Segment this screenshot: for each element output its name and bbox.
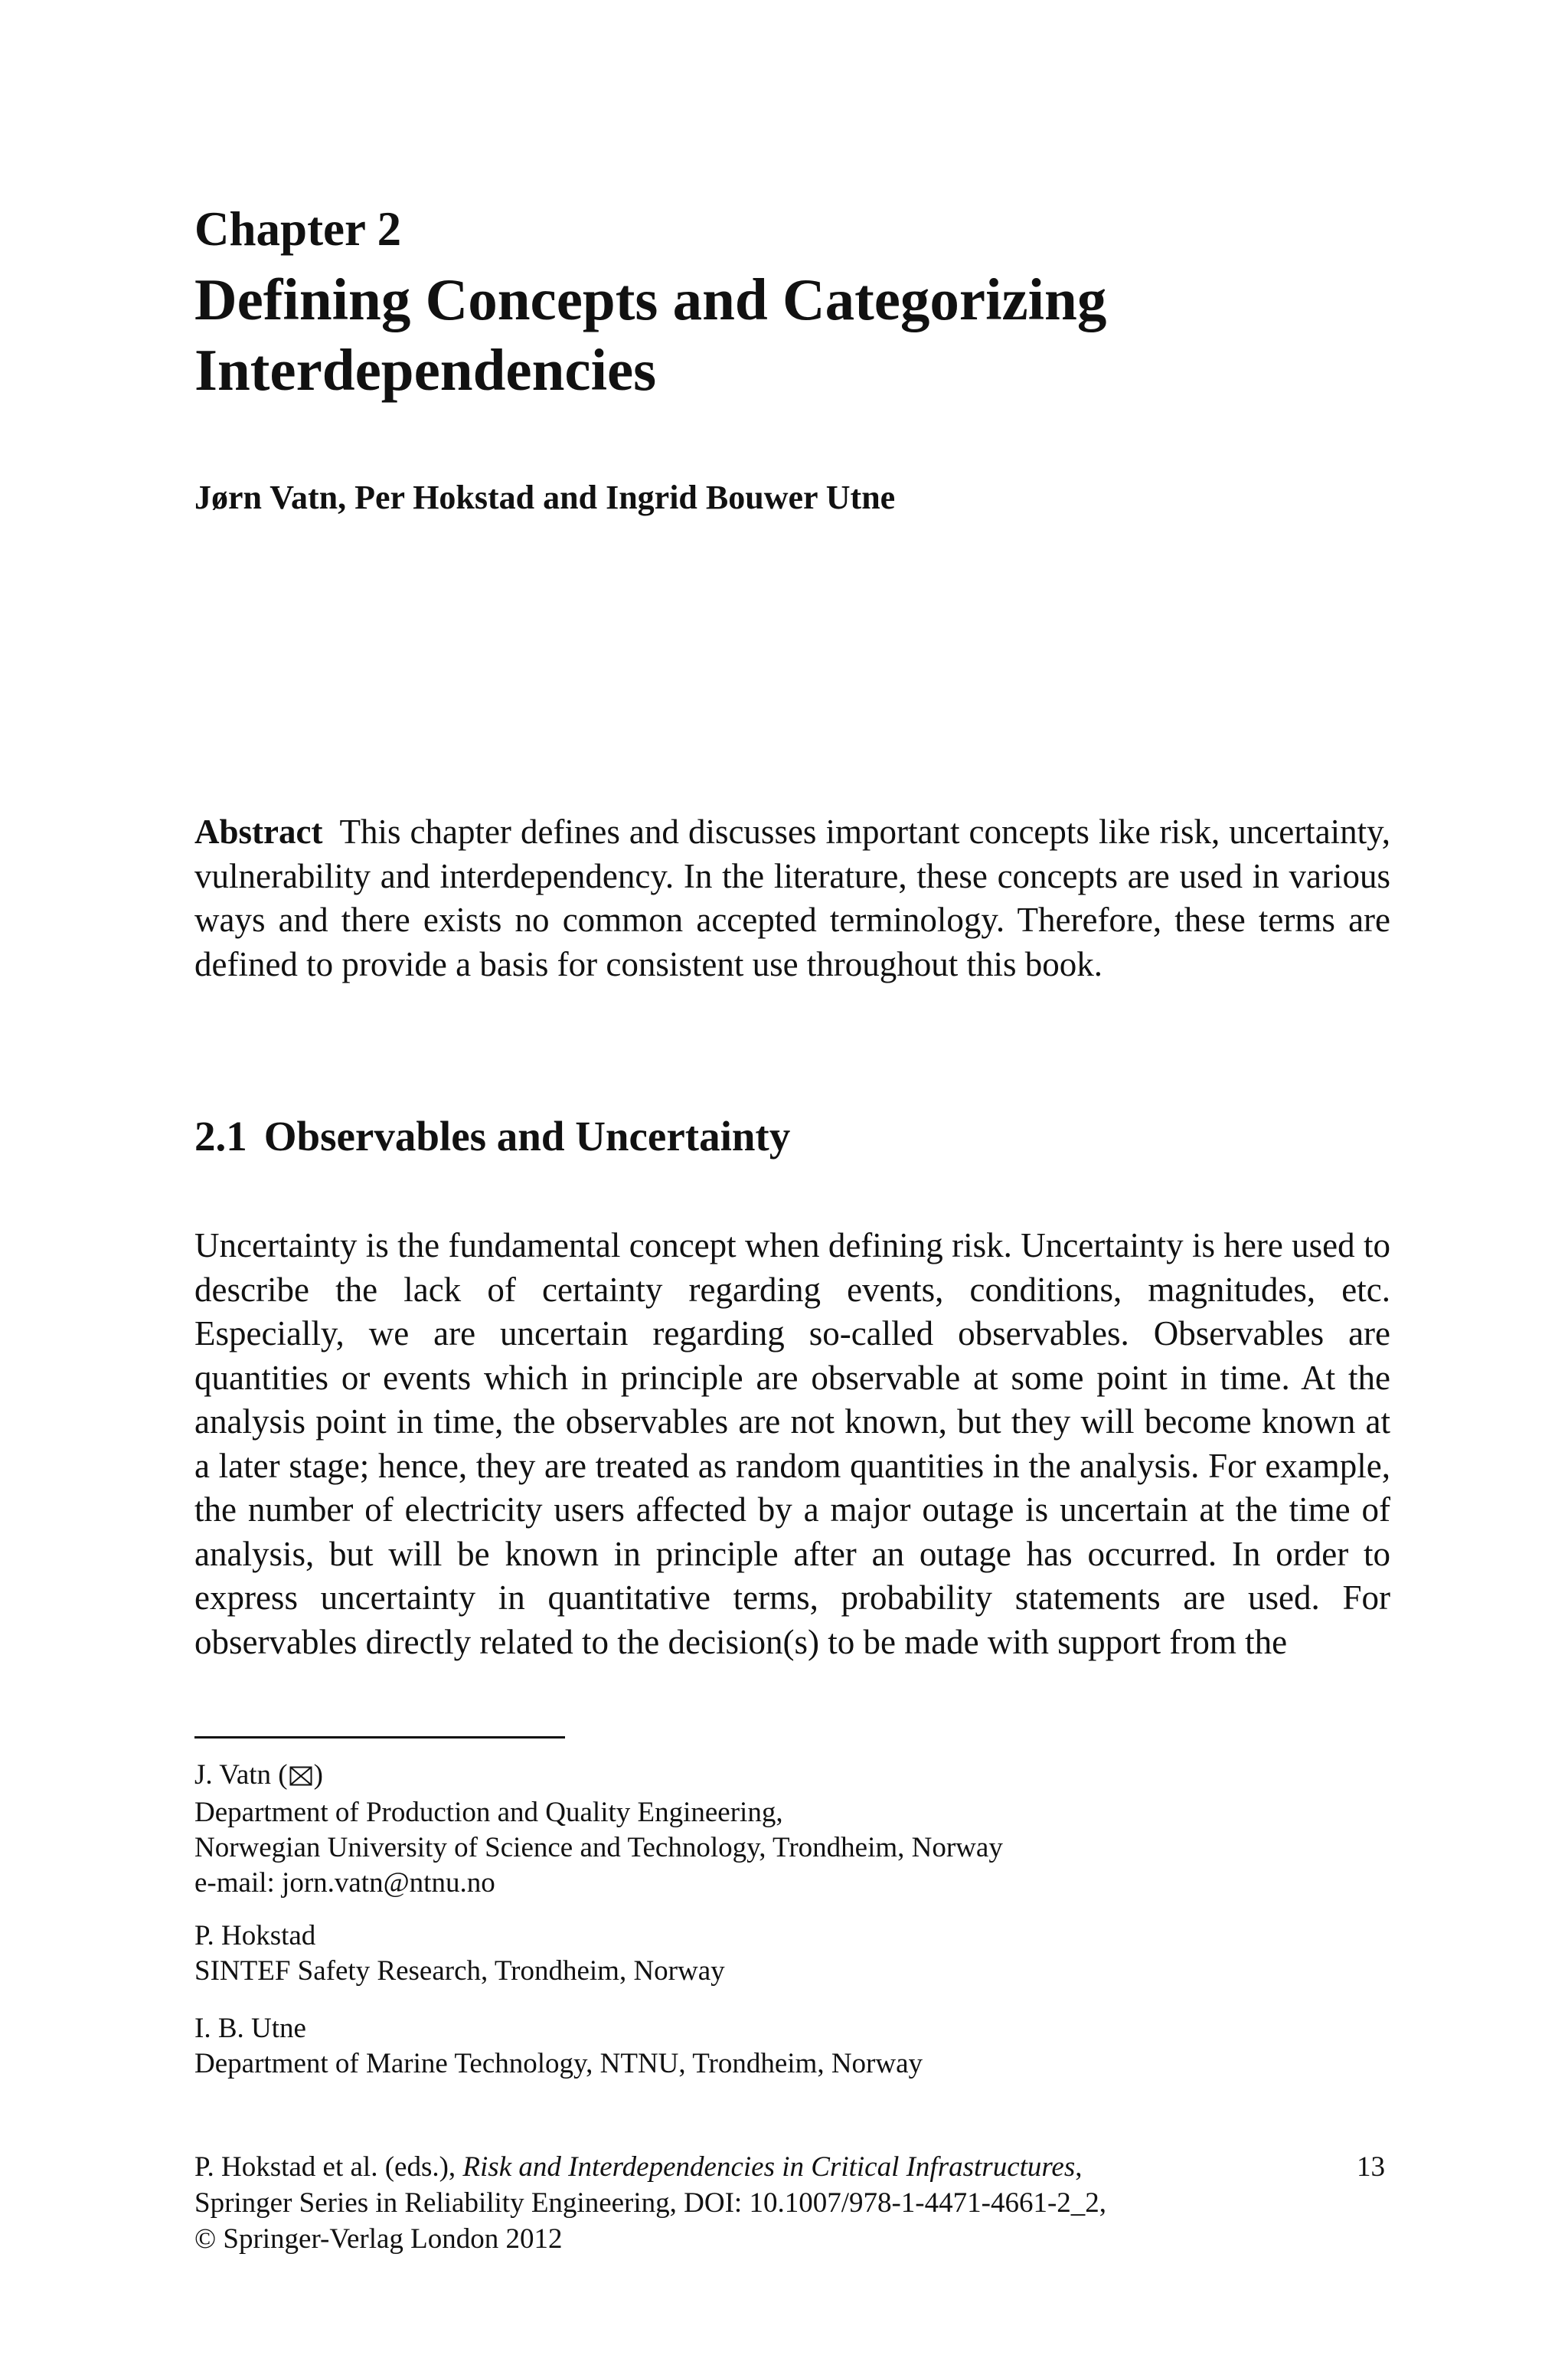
page-footer (194, 2149, 1390, 2257)
affiliation-utne (194, 2011, 1419, 2082)
author-name-utne: I. B. Utne (194, 2013, 306, 2044)
author-name-vatn (194, 1758, 1419, 1795)
chapter-label: Chapter 2 (194, 202, 402, 256)
email-vatn: e-mail: jorn.vatn@ntnu.no (194, 1867, 495, 1899)
chapter-title: Defining Concepts and Categorizing Interdependencies (194, 267, 1107, 403)
section-paragraph: Uncertainty is the fundamental concept when defining risk. Uncertainty is here used to describe the lack of certainty regarding events, conditions, magnitudes, etc. Especially, we are uncertain regarding so-called observables. Observables are quantities or events which in principle are observable at some point in time. At the analysis point in time, the observables are not known, but they will become known at a later stage; hence, they are treated as random quantities in the analysis. For example, the number of electricity users affected by a major outage is uncertain at the time of analysis, but will be known in principle after an outage has occurred. In order to express uncertainty in quantitative terms, probability statements are used. For observables directly related to the decision(s) to be made with support from the (194, 1226, 1390, 1661)
affiliation-vatn (194, 1758, 1419, 1901)
section-title: Observables and Uncertainty (263, 1113, 791, 1160)
section-number: 2.1 (194, 1113, 247, 1160)
envelope-icon (289, 1760, 312, 1795)
organization-utne: Department of Marine Technology, NTNU, Trondheim, Norway (194, 2048, 923, 2079)
section-heading (194, 1112, 790, 1160)
author-name-vatn-close: ) (313, 1759, 323, 1791)
affiliation-hokstad (194, 1918, 1419, 1989)
organization-vatn: Norwegian University of Science and Technology, Trondheim, Norway (194, 1832, 1003, 1863)
footer-copyright: © Springer-Verlag London 2012 (194, 2223, 563, 2255)
author-name-vatn-text: J. Vatn ( (194, 1759, 288, 1791)
abstract (194, 810, 1390, 986)
page-number: 13 (1357, 2151, 1385, 2183)
abstract-text: This chapter defines and discusses important concepts like risk, uncertainty, vulnerability and interdependency. In the literature, these concepts are used in various ways and there exists no common accepted terminology. Therefore, these terms are defined to provide a basis for consistent use throughout this book. (194, 813, 1390, 983)
chapter-authors: Jørn Vatn, Per Hokstad and Ingrid Bouwer Utne (194, 479, 896, 516)
footer-citation (194, 2149, 1390, 2185)
footer-book-title: Risk and Interdependencies in Critical Infrastructures (462, 2151, 1076, 2183)
organization-hokstad: SINTEF Safety Research, Trondheim, Norway (194, 1955, 725, 1987)
abstract-label: Abstract (194, 813, 323, 851)
department-vatn: Department of Production and Quality Engineering, (194, 1797, 783, 1828)
footnote-divider (194, 1736, 565, 1739)
footer-editors-end: , (1075, 2151, 1083, 2183)
author-name-hokstad: P. Hokstad (194, 1920, 316, 1951)
footer-series: Springer Series in Reliability Engineering, DOI: 10.1007/978-1-4471-4661-2_2, (194, 2187, 1107, 2219)
footer-editors: P. Hokstad et al. (eds.), (194, 2151, 463, 2183)
